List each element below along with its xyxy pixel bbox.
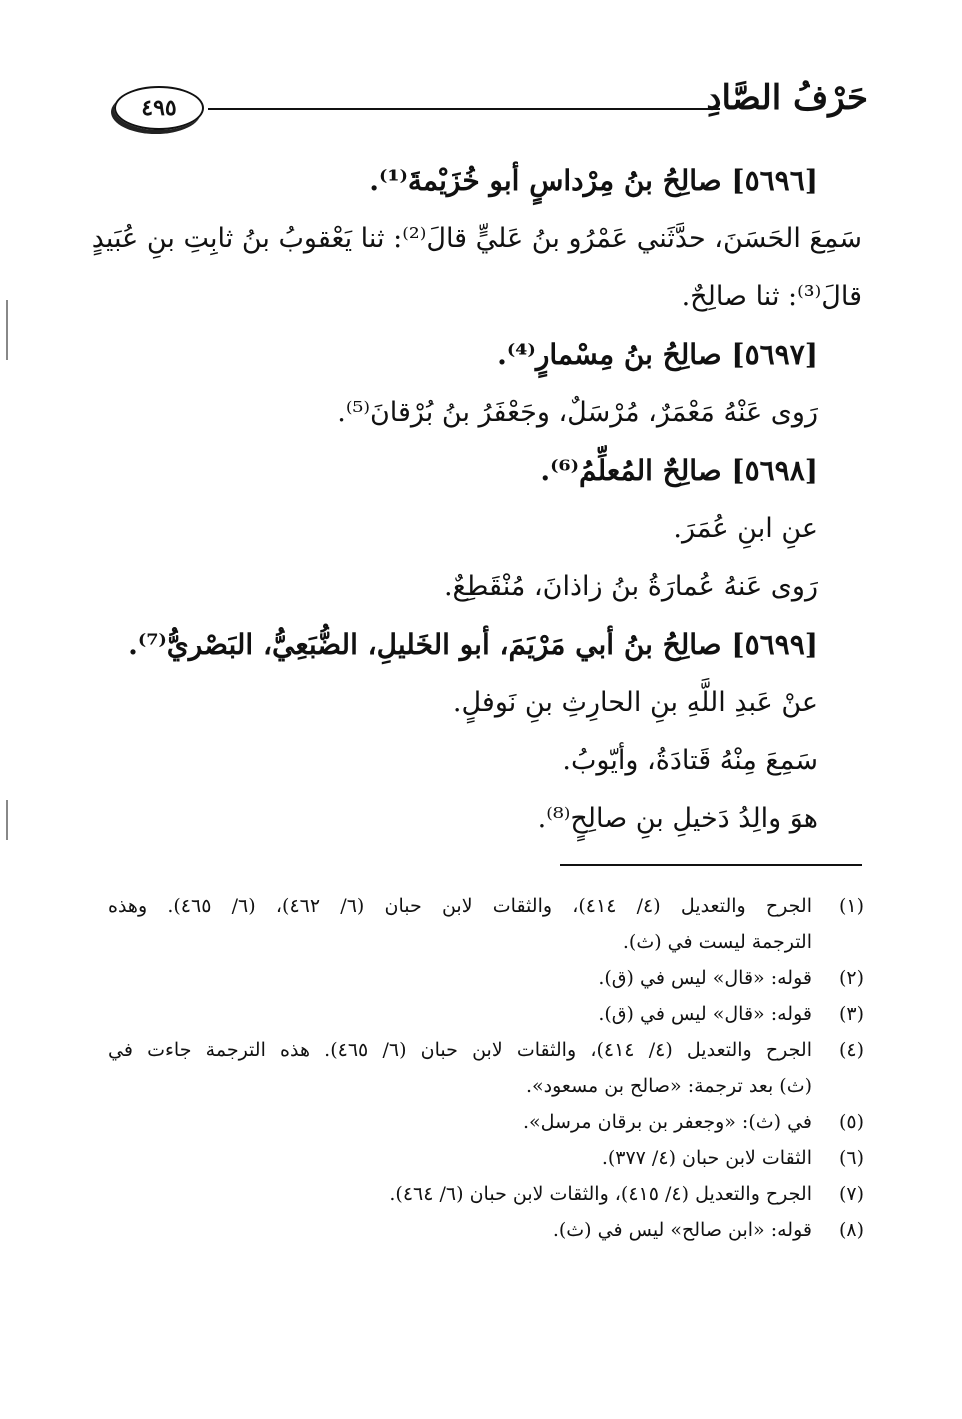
chapter-title: حَرْفُ الصَّادِ xyxy=(706,78,868,118)
header-rule xyxy=(208,108,720,110)
page-number: ٤٩٥ xyxy=(114,86,204,130)
footnote-continuation: الترجمة ليست في (ث). xyxy=(622,931,812,953)
footnote-text: في (ث): «وجعفر بن برقان مرسل». xyxy=(522,1111,812,1133)
text-line: عنِ ابنِ عُمَرَ. xyxy=(673,513,818,544)
footnote-text: قوله: «قال» ليس في (ق). xyxy=(598,967,812,989)
footnote-text: الثقات لابن حبان (٤/ ٣٧٧). xyxy=(601,1147,812,1169)
footnote-number: (٥) xyxy=(838,1111,864,1133)
footnote-text: قوله: «ابن صالح» ليس في (ث). xyxy=(552,1219,812,1241)
main-text xyxy=(91,152,862,848)
footnote-text: الجرح والتعديل (٤/ ٤١٤)، والثقات لابن حبان (٦/ ٤٦٢)، (٦/ ٤٦٥). وهذه xyxy=(108,895,812,917)
entry-heading: [٥٦٩٦] صالِحُ بنُ مِرْداسٍ أبو خُزَيْمةَ⁽¹⁾. xyxy=(369,164,818,197)
scan-edge-mark xyxy=(6,300,8,360)
text-line: عنْ عَبدِ اللَّهِ بنِ الحارِثِ بنِ نَوفلٍ. xyxy=(452,687,818,718)
footnote-item xyxy=(108,1176,864,1212)
text-line: هوَ والِدُ دَخيلِ بنِ صالِحٍ⁽⁸⁾. xyxy=(537,803,818,834)
footnote-item xyxy=(108,1140,864,1176)
page-header xyxy=(108,78,868,148)
text-line: رَوى عَنهُ عُمارَةُ بنُ زاذانَ، مُنْقَطِعٌ. xyxy=(443,571,818,602)
text-line: سَمِعَ الحَسَنَ، حدَّثَني عَمْرُو بنُ عَليٍّ قالَ⁽²⁾: ثنا يَعْقوبُ بنُ ثابِتِ بنِ عُبَيدٍ xyxy=(91,223,862,254)
text-line: رَوى عَنْهُ مَعْمَرٌ، مُرْسَلٌ، وجَعْفَرُ بنُ بُرْقانَ⁽⁵⁾. xyxy=(337,397,818,428)
footnote-item xyxy=(108,1032,864,1068)
scan-edge-mark xyxy=(6,800,8,840)
footnote-number: (٧) xyxy=(838,1183,864,1205)
footnote-text: قوله: «قال» ليس في (ق). xyxy=(598,1003,812,1025)
entry-heading: [٥٦٩٩] صالِحُ بنُ أبي مَرْيَمَ، أبو الخَليلِ، الضُّبَعِيُّ، البَصْريُّ⁽⁷⁾. xyxy=(128,628,818,661)
footnote-text: الجرح والتعديل (٤/ ٤١٥)، والثقات لابن حبان (٦/ ٤٦٤). xyxy=(389,1183,812,1205)
footnote-item xyxy=(108,960,864,996)
footnote-item xyxy=(108,888,864,924)
footnote-number: (٣) xyxy=(838,1003,864,1025)
footnote-number: (٢) xyxy=(838,967,864,989)
footnote-number: (٦) xyxy=(838,1147,864,1169)
footnote-number: (٨) xyxy=(838,1219,864,1241)
footnote-number: (١) xyxy=(838,895,864,917)
footnote-item xyxy=(108,1104,864,1140)
entry-heading: [٥٦٩٧] صالِحُ بنُ مِسْمارٍ⁽⁴⁾. xyxy=(497,338,818,371)
footnote-text: الجرح والتعديل (٤/ ٤١٤)، والثقات لابن حبان (٦/ ٤٦٥). هذه الترجمة جاءت في xyxy=(108,1039,812,1061)
text-line: سَمِعَ مِنْهُ قَتادَةُ، وأيّوبُ. xyxy=(562,745,818,776)
footnote-continuation: (ث) بعد ترجمة: «صالح بن مسعود». xyxy=(525,1075,812,1097)
footnote-separator xyxy=(560,864,862,866)
text-line: قالَ⁽³⁾: ثنا صالِحٌ. xyxy=(681,281,862,312)
footnote-number: (٤) xyxy=(838,1039,864,1061)
footnote-item xyxy=(108,1212,864,1248)
entry-heading: [٥٦٩٨] صالِحٌ المُعلِّمُ⁽⁶⁾. xyxy=(540,454,818,487)
footnote-item xyxy=(108,996,864,1032)
footnotes xyxy=(108,888,864,1248)
